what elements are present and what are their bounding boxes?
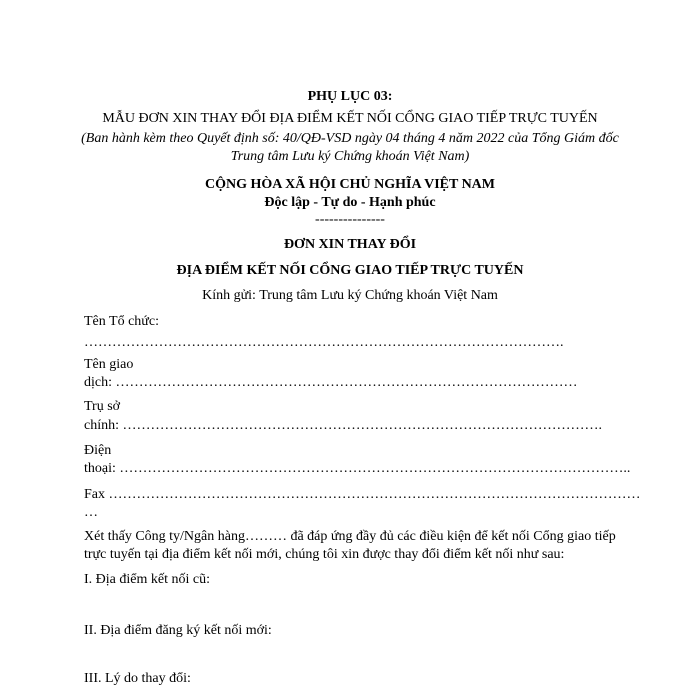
head-office-value: chính: …………………………………………………………………………………………. [84,418,602,433]
section-new-location: II. Địa điểm đăng ký kết nối mới: [84,623,272,638]
document-title-line2: ĐỊA ĐIỂM KẾT NỐI CỔNG GIAO TIẾP TRỰC TUYẾN [176,263,524,278]
trade-name-label: Tên giao [84,357,134,372]
head-office-label: Trụ sở [84,399,121,414]
document-title-line1: ĐƠN XIN THAY ĐỔI [283,237,417,252]
recipient-line: Kính gửi: Trung tâm Lưu ký Chứng khoán Việt Nam [202,288,498,303]
trade-name-value: dịch: ……………………………………………………………………………………… [84,375,578,390]
national-name: CỘNG HÒA XÃ HỘI CHỦ NGHĨA VIỆT NAM [204,177,495,192]
phone-value: thoại: ……………………………………………………………………………………………….. [84,461,631,476]
separator: --------------- [315,212,385,227]
section-reason: III. Lý do thay đổi: [84,671,191,686]
request-paragraph-line1: Xét thấy Công ty/Ngân hàng……… đã đáp ứng đầy đủ các điều kiện để kết nối Cổng giao tiếp [84,529,616,544]
fax-line: Fax …………………………………………………………………………………………………… [84,487,641,502]
org-name-label: Tên Tổ chức: [84,314,159,329]
form-title: MẪU ĐƠN XIN THAY ĐỔI ĐỊA ĐIỂM KẾT NỐI CỔNG GIAO TIẾP TRỰC TUYẾN [102,111,598,126]
issued-note-line2: Trung tâm Lưu ký Chứng khoán Việt Nam) [230,149,470,164]
appendix-label: PHỤ LỤC 03: [307,89,393,104]
national-motto: Độc lập - Tự do - Hạnh phúc [264,195,436,210]
issued-note-line1: (Ban hành kèm theo Quyết định số: 40/QĐ-VSD ngày 04 tháng 4 năm 2022 của Tổng Giám đốc [81,131,619,146]
phone-label: Điện [84,443,112,458]
fax-overflow: … [84,505,98,520]
request-paragraph-line2: trực tuyến tại địa điểm kết nối mới, chúng tôi xin được thay đổi điểm kết nối như sau: [84,547,565,562]
section-current-location: I. Địa điểm kết nối cũ: [84,572,210,587]
org-name-value: …………………………………………………………………………………………. [84,335,564,350]
